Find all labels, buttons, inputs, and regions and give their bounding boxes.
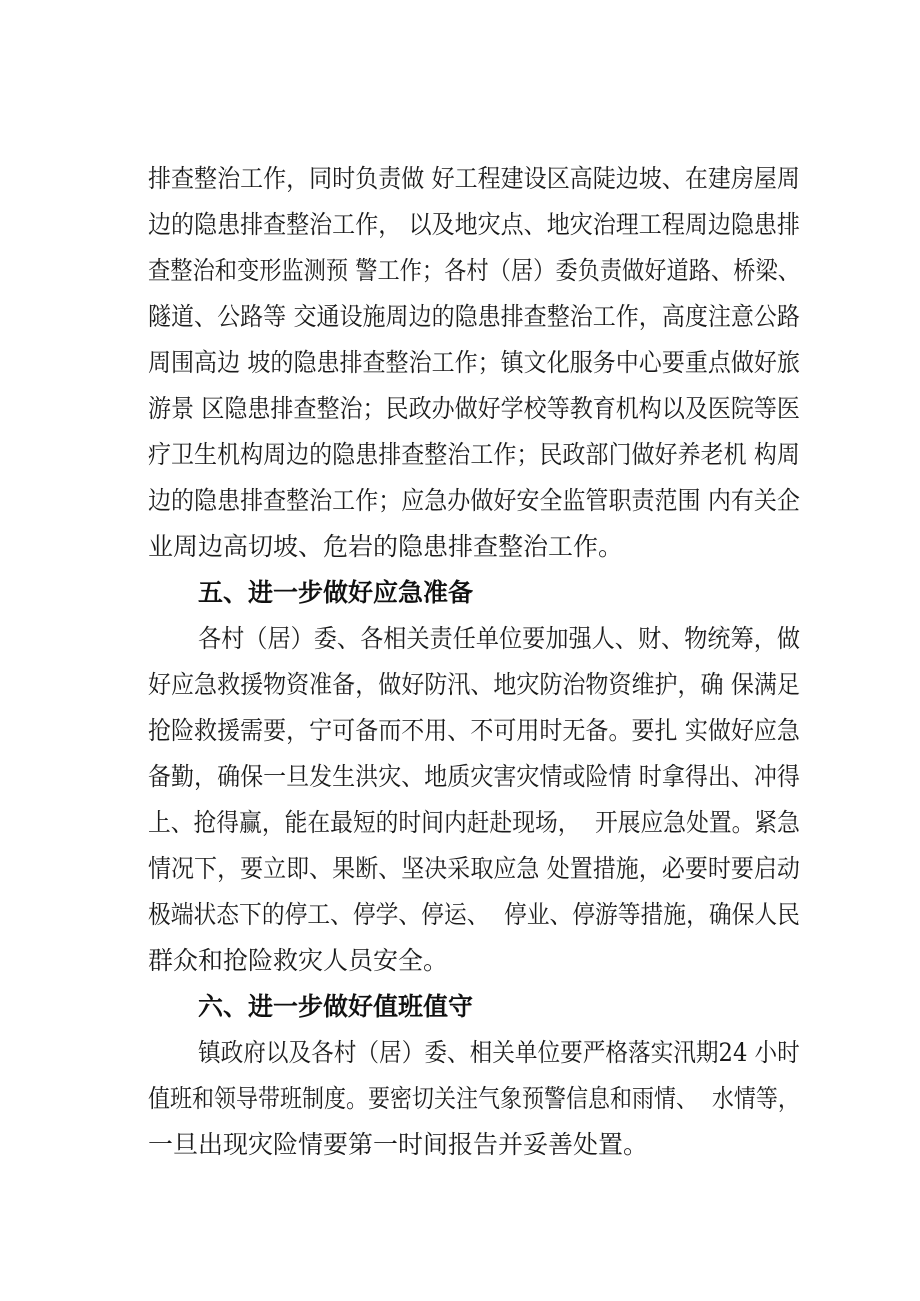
text-line: 群众和抢险救灾人员安全。 (148, 946, 449, 975)
text-line: 一旦出现灾险情要第一时间报告并妥善处置。 (148, 1130, 649, 1159)
text-line: 边的隐患排查整治工作， 以及地灾点、地灾治理工程周边隐患排 (148, 210, 800, 239)
text-line: 排查整治工作，同时负责做 好工程建设区高陡边坡、在建房屋周 (148, 164, 800, 193)
section-heading-5: 五、进一步做好应急准备 (198, 578, 474, 607)
text-line: 隧道、公路等 交通设施周边的隐患排查整治工作，高度注意公路 (148, 302, 800, 331)
text-line: 周围高边 坡的隐患排查整治工作；镇文化服务中心要重点做好旅 (148, 348, 800, 377)
text-line: 情况下，要立即、果断、坚决采取应急 处置措施，必要时要启动 (148, 854, 800, 883)
text-line: 疗卫生机构周边的隐患排查整治工作；民政部门做好养老机 构周 (148, 440, 800, 469)
text-line: 值班和领导带班制度。要密切关注气象预警信息和雨情、 水情等， (148, 1084, 800, 1113)
section-heading-6: 六、进一步做好值班值守 (198, 992, 474, 1021)
text-line: 抢险救援需要，宁可备而不用、不可用时无备。要扎 实做好应急 (148, 716, 800, 745)
text-line: 上、抢得赢，能在最短的时间内赶赴现场， 开展应急处置。紧急 (148, 808, 800, 837)
text-line: 业周边高切坡、危岩的隐患排查整治工作。 (148, 532, 624, 561)
text-line: 查整治和变形监测预 警工作；各村（居）委负责做好道路、桥梁、 (148, 256, 800, 285)
paragraph-first-line: 镇政府以及各村（居）委、相关单位要严格落实汛期24 小时 (198, 1038, 800, 1067)
text-line: 备勤，确保一旦发生洪灾、地质灾害灾情或险情 时拿得出、冲得 (148, 762, 800, 791)
paragraph-first-line: 各村（居）委、各相关责任单位要加强人、财、物统筹，做 (198, 624, 801, 653)
text-line: 边的隐患排查整治工作；应急办做好安全监管职责范围 内有关企 (148, 486, 800, 515)
text-line: 好应急救援物资准备，做好防汛、地灾防治物资维护，确 保满足 (148, 670, 800, 699)
text-line: 游景 区隐患排查整治；民政办做好学校等教育机构以及医院等医 (148, 394, 800, 423)
text-line: 极端状态下的停工、停学、停运、 停业、停游等措施，确保人民 (148, 900, 800, 929)
